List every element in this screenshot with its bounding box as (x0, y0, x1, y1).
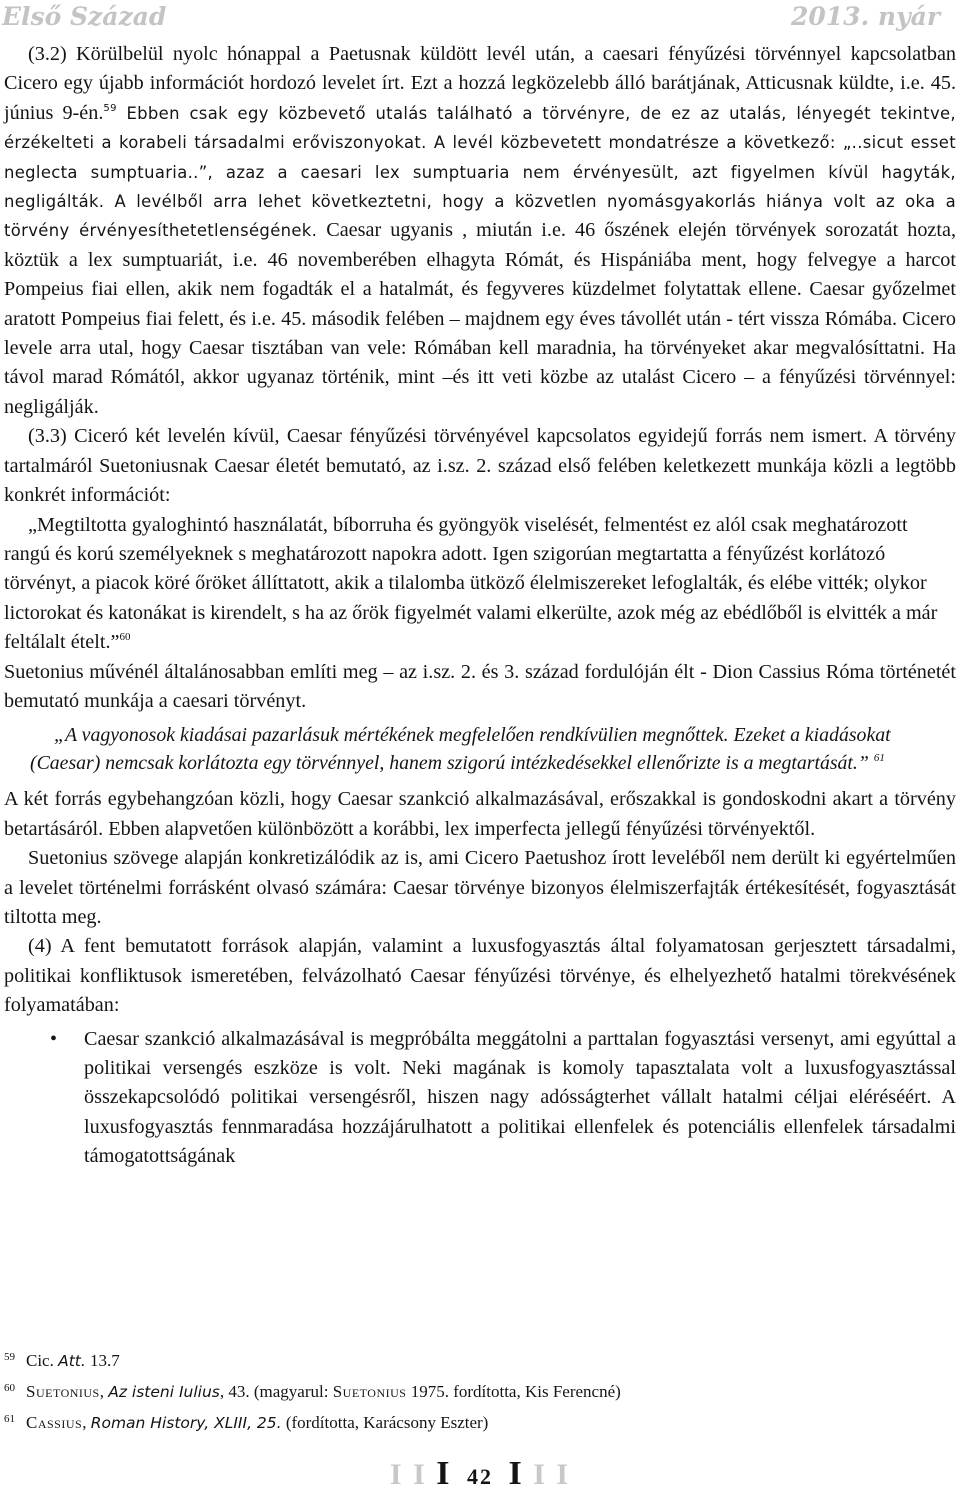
cassius-quote (30, 722, 956, 777)
footnote-text: 13.7 (85, 1351, 120, 1370)
footnote-text: , (82, 1413, 91, 1432)
bullet-icon: • (50, 1027, 58, 1050)
footnote-text: , (99, 1382, 109, 1401)
footnote-italic: Roman History, XLIII, 25. (90, 1414, 282, 1432)
footnote-italic: Az isteni Iulius (108, 1383, 220, 1401)
issue-label: 2013. nyár (790, 2, 940, 31)
footnote-number: 61 (4, 1413, 15, 1425)
paragraph-3-2-part-b: Ebben csak egy közbevető utalás található a törvényre, de ez az utalás, lényegét tekintve, érzékelteti a korabeli társadalmi erőviszonyokat. A levél közbevetett mondatrésze a következő: „..sicut esset neglecta sumptuaria..”, azaz a caesari lex sumptuaria nem érvényesült, azt figyelmen kívül hagyták, negligálták. A levélből arra lehet következtetni, hogy a közvetlen nyomásgyakorlás hiánya volt az oka a törvény érvényesíthetetlenségének. (4, 103, 956, 241)
footnote-ref-61: 61 (873, 751, 885, 764)
paragraph-suetonius-text: Suetonius szövege alapján konkretizálódik az is, ami Cicero Paetushoz írott leveléből nem derült ki egyértelműen a levelet történelmi forrásként olvasó számára: Caesar törvénye bizonyos élelmiszerfajták értékesítését, fogyasztását tiltotta meg. (4, 847, 956, 928)
footnote-author: Suetonius (332, 1382, 407, 1401)
footnote-number: 59 (4, 1351, 15, 1363)
paragraph-4: (4) A fent bemutatott források alapján, valamint a luxusfogyasztás által folyamatosan gerjesztett társadalmi, politikai konfliktusok ismeretében, felvázolható Caesar fényűzési törvénye, és elhelyezhető hatalmi törekvésének folyamatában: (4, 935, 956, 1017)
paragraph-dion: Suetonius művénél általánosabban említi meg – az i.sz. 2. és 3. század fordulóján élt - Dion Cassius Róma történetét bemutató munkája a caesari törvényt. (4, 660, 956, 712)
footnote-number: 60 (4, 1382, 15, 1394)
page-number: 42 (467, 1464, 493, 1489)
page-number-footer (0, 1455, 960, 1492)
footnote-italic: Att. (58, 1352, 86, 1370)
list-item (4, 1025, 956, 1172)
paragraph-3-2-part-c: Caesar ugyanis , miután i.e. 46 őszének elején törvények sorozatát hozta, köztük a lex sumptuariát, i.e. 46 novemberében elhagyta Rómát, és Hispániába ment, hogy felvegye a harcot Pompeius fiai ellen, akik nem fogadták el a hatalmát, és fegyveres küzdelmet folytattak ellene. Caesar győzelmet aratott Pompeius fiai felett, és i.e. 45. második felében – majdnem egy éves távollét után - tért vissza Rómába. Cicero levele arra utal, hogy Caesar tisztában van vele: Rómában kell maradnia, ha törvényeket akar megvalósíttatni. Ha távol marad Rómától, akkor ugyanaz történik, mint –és itt veti közbe az utalást Cicero – a fényűzési törvénnyel: negligálják. (4, 219, 956, 418)
list-item-text: Caesar szankció alkalmazásával is megpróbálta meggátolni a parttalan fogyasztási versenyt, ami egyúttal a politikai versengés eszköze is volt. Neki magának is komoly tapasztalata volt a luxusfogyasztással összekapcsolódó politikai versengésről, hiszen nagy adósságterhet vállalt hatalmi céljai eléréséért. A luxusfogyasztás fennmaradása hozzájárulhatott a politikai ellenfelek és potenciális ellenfelek társadalmi támogatottságának (84, 1027, 956, 1168)
paragraph-3-2-part-a: (3.2) Körülbelül nyolc hónappal a Paetusnak küldött levél után, a caesari fényűzési törvénnyel kapcsolatban Cicero egy újabb információt hordozó levelet írt. Ezt a hozzá legközelebb álló barátjának, Atticusnak küldte, i.e. 45. június 9-én. (4, 43, 956, 124)
footnote-60 (4, 1382, 621, 1402)
conclusion-list (4, 1025, 956, 1172)
footnote-ref-59: 59 (103, 102, 117, 114)
journal-title: Első Század (2, 2, 167, 31)
footnote-author: Cassius (26, 1413, 83, 1432)
footnote-text: (fordította, Karácsony Eszter) (281, 1413, 489, 1432)
page-header (0, 0, 960, 40)
suetonius-quote (4, 511, 956, 658)
paragraph-3-3: (3.3) Ciceró két levelén kívül, Caesar fényűzési törvényével kapcsolatos egyidejű forrás nem ismert. A törvény tartalmáról Suetoniusnak Caesar életét bemutató, az i.sz. 2. század első felében keletkezett munkája közli a legtöbb konkrét információt: (4, 425, 956, 507)
paragraph-sources: A két forrás egybehangzóan közli, hogy Caesar szankció alkalmazásával, erőszakkal is gondoskodni akart a törvény betartásáról. Ebben alapvetően különbözött a korábbi, lex imperfecta jellegű fényűzési törvényektől. (4, 788, 956, 840)
footnote-61 (4, 1413, 488, 1433)
page-deco-left-big: I (436, 1455, 452, 1492)
footnote-text: Cic. (26, 1351, 59, 1370)
footnote-59 (4, 1351, 120, 1371)
footnote-author: Suetonius (26, 1382, 100, 1401)
paragraph-3-2 (4, 40, 956, 422)
page-deco-right: I I (533, 1458, 571, 1491)
footnote-ref-60: 60 (119, 631, 131, 644)
cassius-quote-text: „A vagyonosok kiadásai pazarlásuk mértékének megfelelően rendkívülien megnőttek. Ezeket a kiadásokat (Caesar) nemcsak korlátozta egy törvénnyel, hanem szigorú intézkedésekkel ellenőrizte is a megtartását.” (30, 724, 891, 774)
page-deco-left: I I (389, 1458, 427, 1491)
footnote-text: , 43. (magyarul: (219, 1382, 333, 1401)
page-deco-right-big: I (508, 1455, 524, 1492)
footnote-text: 1975. fordította, Kis Ferencné) (406, 1382, 621, 1401)
article-body (4, 40, 956, 1172)
suetonius-quote-text: „Megtiltotta gyaloghintó használatát, bíborruha és gyöngyök viselését, felmentést ez alól csak meghatározott rangú és korú személyeknek s meghatározott napokra adott. Igen szigorúan megtartatta a fényűzést korlátozó törvényt, a piacok köré őröket állíttatott, akik a tilalomba ütköző élelmiszereket lefoglalták, és elébe vitték; olykor lictorokat és katonákat is kirendelt, s ha az őrök figyelmét valami elkerülte, azok még az ebédlőből is elvitték a már feltálalt ételt.” (4, 513, 938, 654)
